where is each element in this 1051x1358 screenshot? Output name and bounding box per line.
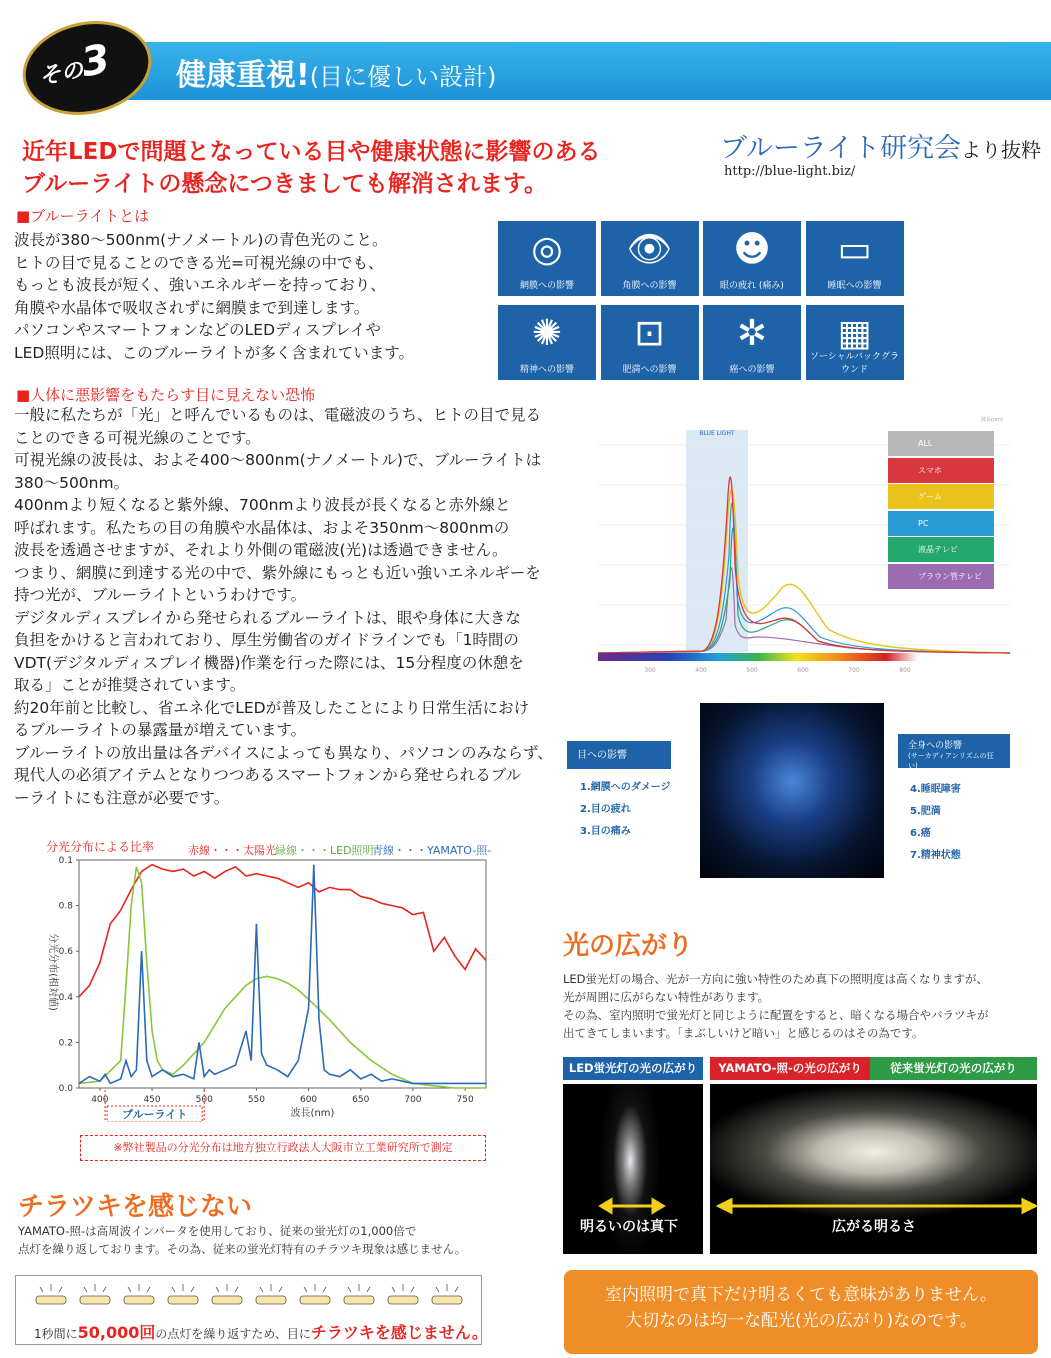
conventional-spread-heading: 従来蛍光灯の光の広がり: [870, 1057, 1037, 1080]
section2-heading: ■人体に悪影響をもたらす目に見えない恐怖: [16, 386, 316, 404]
x-tick-label: 650: [352, 1095, 370, 1105]
body-line: もっとも波長が短く、強いエネルギーを持っており、: [14, 276, 386, 294]
body-line: ことのできる可視光線のことです。: [14, 428, 261, 447]
spectrum-tick-label: 400: [695, 667, 707, 674]
yamato-spread-heading: YAMATO-照-の光の広がり: [710, 1057, 870, 1080]
spectrum-tick-label: 600: [797, 667, 809, 674]
x-tick-label: 750: [456, 1095, 474, 1105]
spectrum-tick-label: 700: [848, 667, 860, 674]
spectrum-legend-item: 液晶テレビ: [888, 537, 994, 562]
x-tick-label: 400: [91, 1095, 109, 1105]
tile-label: 肥満への影響: [622, 365, 677, 375]
section1-heading: ■ブルーライトとは: [16, 207, 150, 225]
body-line: つまり、網膜に到達する光の中で、紫外線にもっとも近い強いエネルギーを: [14, 563, 541, 582]
body-line: 現代人の必須アイテムとなりつつあるスマートフォンから発せられるブル: [14, 766, 522, 784]
tube-icon: [36, 1284, 66, 1304]
body-line: デジタルディスプレイから発せられるブルーライトは、眼や身体に大きな: [14, 608, 521, 627]
tile-label: 睡眠への影響: [827, 281, 882, 291]
spread-heading: 光の広がり: [563, 931, 694, 961]
tube-icon: [212, 1284, 242, 1304]
body-line: パソコンやスマートフォンなどのLEDディスプレイや: [14, 321, 381, 339]
y-tick-label: 0.0: [58, 1084, 73, 1094]
spectrum-tick-label: 800: [899, 667, 911, 674]
yamato-spread-caption: 広がる明るさ: [832, 1219, 916, 1235]
led-spread-heading: LED蛍光灯の光の広がり: [563, 1057, 703, 1080]
flicker-heading: チラツキを感じない: [18, 1192, 253, 1222]
body-line: 取る」ことが推奨されています。: [14, 676, 246, 694]
body-line: 380～500nm。: [14, 473, 130, 492]
impact-tile: [703, 221, 801, 296]
body-impact-heading: 全身への影響 (サーカディアンリズムの狂い): [898, 734, 1010, 768]
eye-impact-item: 2.目の疲れ: [580, 804, 631, 815]
series-line-2: [79, 865, 486, 1084]
tile-label: 精神への影響: [519, 365, 574, 375]
spectrum-ticks: [644, 667, 911, 674]
x-tick-label: 550: [247, 1095, 266, 1105]
tile-icon: ✲: [736, 313, 768, 354]
page-title: 健康重視!(目に優しい設計): [176, 58, 497, 93]
body-line: ヒトの目で見ることのできる光=可視光線の中でも、: [14, 253, 384, 272]
spectrum-unit: 波長(nm): [981, 417, 1003, 423]
flicker-caption: 1秒間に50,000回の点灯を繰り返すため、目にチラツキを感じません。: [34, 1323, 488, 1342]
band-label: ブルーライト: [122, 1108, 188, 1121]
x-axis-label: 波長(nm): [290, 1108, 335, 1119]
spread-text: LED蛍光灯の場合、光が一方向に強い特性のため真下の照明度は高くなりますが、 光が周囲に広がらない特性があります。 その為、室内照明で蛍光灯と同じように配置をすると、暗くなる場合やバラツキが 出てきてしまいます。「まぶしいけど暗い」と感じるのはその為です。: [563, 972, 989, 1040]
flicker-tubes-graphic: [16, 1280, 481, 1316]
body-line: 呼ばれます。私たちの目の角膜や水晶体は、およそ350nm～800nmの: [14, 518, 510, 537]
body-line: 波長が380～500nm(ナノメートル)の青色光のこと。: [14, 231, 388, 249]
body-line: 負担をかけると言われており、厚生労働省のガイドラインでも「1時間の: [14, 631, 519, 649]
y-axis-label: 分光分布(相対値): [47, 933, 58, 1011]
tube-icon: [80, 1284, 110, 1304]
led-spread-caption: 明るいのは真下: [580, 1219, 678, 1235]
body-line: 可視光線の波長は、およそ400～800nm(ナノメートル)で、ブルーライトは: [14, 451, 542, 469]
ratio-legend-note: 緑線・・・LED照明: [275, 844, 374, 857]
spectrum-rainbow-bar: [598, 653, 918, 661]
body-impact-item: 5.肥満: [910, 806, 941, 817]
tile-label: 眼の疲れ (痛み): [720, 281, 784, 291]
body-line: 持つ光が、ブルーライトというわけです。: [14, 586, 307, 604]
body-line: 角膜や水晶体で吸収されずに網膜まで到達します。: [14, 298, 370, 317]
ratio-legend-note: 赤線・・・太陽光: [188, 844, 276, 857]
tile-icon: ✺: [531, 313, 563, 354]
body-line: 一般に私たちが「光」と呼んでいるものは、電磁波のうち、ヒトの目で見る: [14, 406, 542, 424]
body-impact-item: 4.睡眠障害: [910, 784, 961, 795]
tube-icon: [124, 1284, 154, 1304]
body-line: ーライトにも注意が必要です。: [14, 788, 230, 807]
spectrum-tick-label: 300: [644, 667, 656, 674]
impact-tile: [498, 305, 596, 380]
impact-tile: [806, 305, 904, 380]
tube-icon: [300, 1284, 330, 1304]
impact-tile: [703, 305, 801, 380]
y-tick-label: 0.1: [58, 856, 73, 866]
body-line: るブルーライトの暴露量が増えています。: [14, 721, 307, 739]
body-line: ブルーライトの放出量は各デバイスによっても異なり、パソコンのみならず、: [14, 743, 553, 762]
eye-impact-heading: 目への影響: [567, 741, 671, 769]
body-line: 400nmより短くなると紫外線、700nmより波長が長くなると赤外線と: [14, 496, 511, 514]
x-tick-label: 450: [143, 1095, 161, 1105]
spread-arrows: [563, 1196, 1037, 1216]
eye-impact-item: 1.網膜へのダメージ: [580, 782, 671, 793]
tile-label: 網膜への影響: [519, 281, 574, 291]
tube-icon: [432, 1284, 462, 1304]
source-name: ブルーライト研究会より抜粋: [720, 133, 1042, 164]
spectrum-legend-item: ALL: [888, 431, 994, 456]
x-tick-label: 500: [195, 1095, 213, 1105]
ratio-legend-note: 青線・・・YAMATO-照-: [372, 844, 492, 857]
section-badge-text: その3: [37, 36, 114, 90]
tube-icon: [344, 1284, 374, 1304]
tile-icon: 👁: [626, 229, 673, 270]
x-tick-label: 600: [299, 1095, 318, 1105]
spectrum-legend-item: スマホ: [888, 458, 994, 483]
flicker-text: YAMATO-照-は高周波インバータを使用しており、従来の蛍光灯の1,000倍で 点灯を繰り返しております。その為、従来の蛍光灯特有のチラツキ現象は感じません。: [18, 1224, 467, 1256]
body-line: VDT(デジタルディスプレイ機器)作業を行った際には、15分程度の休憩を: [14, 653, 524, 672]
body-line: 波長を透過させますが、それより外側の電磁波(光)は透過できません。: [14, 541, 508, 559]
impact-tile: [806, 221, 904, 296]
source-url: http://blue-light.biz/: [724, 164, 856, 179]
section1-body: [14, 229, 414, 364]
tube-icon: [388, 1284, 418, 1304]
impact-tile: [601, 305, 699, 380]
tile-label: ソーシャルバックグラウンド: [809, 352, 899, 375]
bluelight-band-label: BLUE LIGHT: [699, 430, 735, 437]
measurement-note: ※弊社製品の分光分布は地方独立行政法人大阪市立工業研究所で測定: [80, 1135, 486, 1161]
spectrum-legend-item: ブラウン管テレビ: [888, 564, 994, 589]
x-tick-label: 700: [404, 1095, 422, 1105]
impact-tile: [498, 221, 596, 296]
impact-tile: [601, 221, 699, 296]
y-tick-label: 0.6: [58, 947, 73, 958]
tube-icon: [168, 1284, 198, 1304]
tile-icon: ▦: [837, 313, 872, 354]
bottom-banner: 室内照明で真下だけ明るくても意味がありません。 大切なのは均一な配光(光の広がり)なのです。: [564, 1270, 1038, 1354]
tile-icon: ▭: [837, 229, 872, 270]
tile-icon: ◎: [531, 229, 563, 270]
body-impact-item: 7.精神状態: [910, 850, 961, 861]
tube-icon: [256, 1284, 286, 1304]
body-line: LED照明には、このブルーライトが多く含まれています。: [14, 343, 415, 362]
tile-icon: ☻: [733, 229, 771, 270]
spectrum-legend-item: ゲーム: [888, 484, 994, 509]
lead-text: 近年LEDで問題となっている目や健康状態に影響のある ブルーライトの懸念につきましても解消されます。: [22, 139, 601, 197]
y-tick-label: 0.4: [58, 992, 73, 1003]
body-line: 約20年前と比較し、省エネ化でLEDが普及したことにより日常生活におけ: [14, 698, 530, 717]
section2-body: [14, 404, 553, 809]
eye-impact-item: 3.目の痛み: [580, 826, 631, 837]
y-tick-label: 0.2: [58, 1038, 73, 1049]
tile-label: 癌への影響: [729, 365, 775, 375]
y-tick-label: 0.8: [58, 901, 73, 912]
tile-icon: ⊡: [634, 313, 665, 354]
tile-label: 角膜への影響: [622, 281, 677, 291]
brain-image: [700, 703, 884, 878]
body-impact-item: 6.癌: [910, 828, 931, 839]
spectrum-legend-item: PC: [888, 511, 994, 536]
ratio-chart-title: 分光分布による比率: [46, 840, 155, 854]
spectral-ratio-chart: [14, 852, 494, 1122]
spectrum-tick-label: 500: [746, 667, 758, 674]
